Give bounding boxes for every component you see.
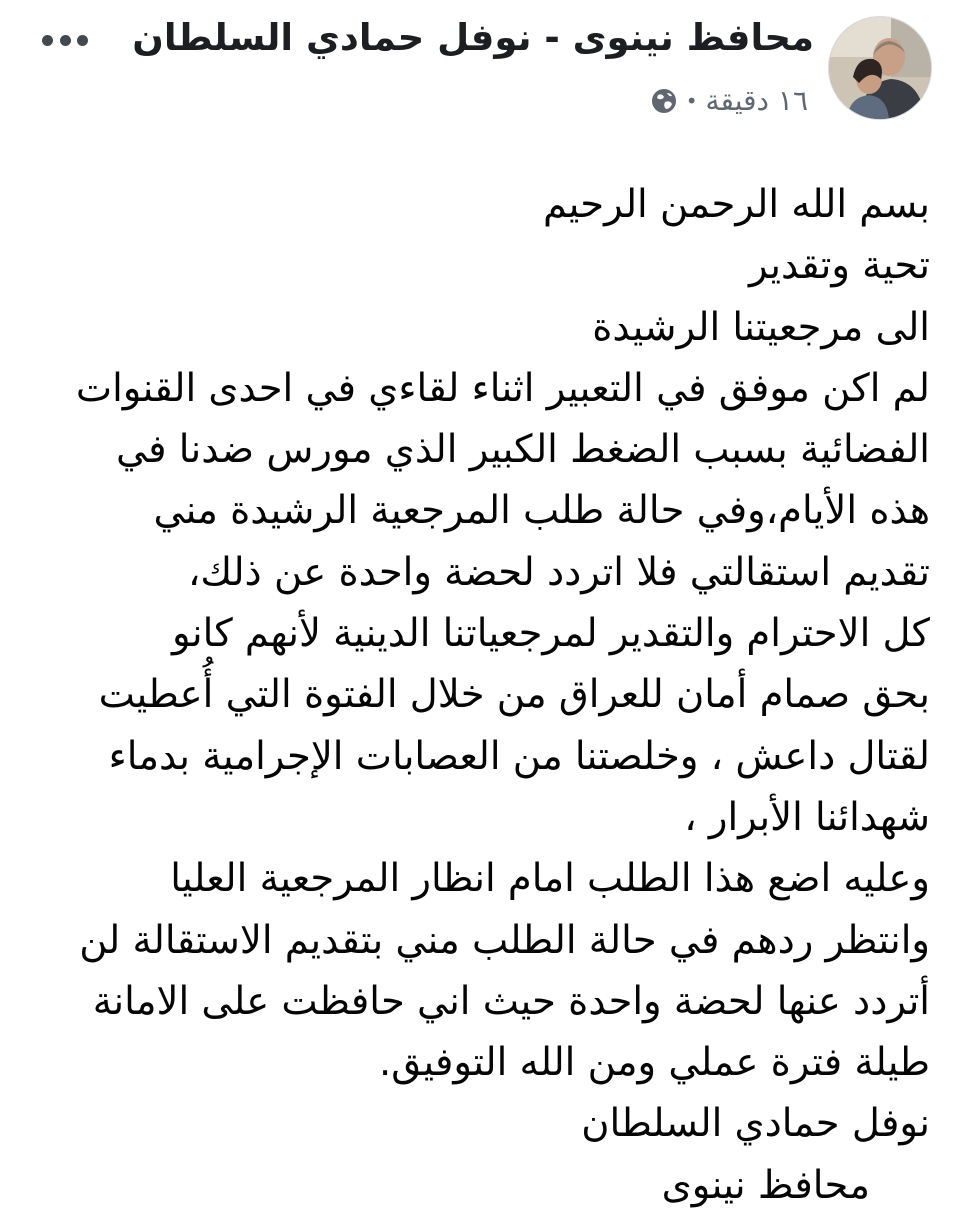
avatar-photo (829, 17, 931, 119)
post-line: طيلة فترة عملي ومن الله التوفيق. (379, 1040, 930, 1086)
post-line: الى مرجعيتنا الرشيدة (592, 304, 930, 350)
more-horizontal-icon-dot (60, 35, 71, 46)
post-line: تقديم استقالتي فلا اتردد لحضة واحدة عن ذلك، (187, 549, 930, 595)
post-author-name[interactable]: محافظ نينوى - نوفل حمادي السلطان (132, 16, 814, 59)
post-line: أتردد عنها لحضة واحدة حيث اني حافظت على الامانة (92, 978, 930, 1024)
post-line: لقتال داعش ، وخلصتنا من العصابات الإجرامية بدماء (108, 733, 930, 779)
post-line: الفضائية بسبب الضغط الكبير الذي مورس ضدنا في (116, 427, 930, 473)
more-horizontal-icon-dot (42, 35, 53, 46)
post-meta (650, 84, 808, 117)
post-line: كل الاحترام والتقدير لمرجعياتنا الدينية لأنهم كانو (172, 611, 930, 657)
post-timestamp[interactable]: ١٦ دقيقة (705, 84, 808, 117)
post-line: شهدائنا الأبرار ، (684, 794, 930, 840)
meta-separator: • (685, 88, 698, 113)
more-horizontal-icon-dot (77, 35, 88, 46)
signature-name: نوفل حمادي السلطان (581, 1101, 930, 1147)
post-line: بحق صمام أمان للعراق من خلال الفتوة التي أُعطيت (98, 672, 930, 718)
signature-title: محافظ نينوى (661, 1162, 870, 1208)
post-line: بسم الله الرحمن الرحيم (543, 182, 930, 227)
post-line: تحية وتقدير (748, 243, 930, 289)
post-line: لم اكن موفق في التعبير اثناء لقاءي في احدى القنوات (75, 365, 930, 411)
post-body (30, 174, 930, 1216)
more-options-button[interactable] (42, 32, 88, 48)
post-line: وعليه اضع هذا الطلب امام انظار المرجعية العليا (170, 856, 930, 902)
globe-icon[interactable] (650, 87, 678, 115)
post-line: هذه الأيام،وفي حالة طلب المرجعية الرشيدة مني (153, 488, 930, 534)
avatar[interactable] (828, 16, 932, 120)
post-header (0, 0, 964, 140)
post-line: وانتظر ردهم في حالة الطلب مني بتقديم الاستقالة لن (79, 917, 930, 963)
